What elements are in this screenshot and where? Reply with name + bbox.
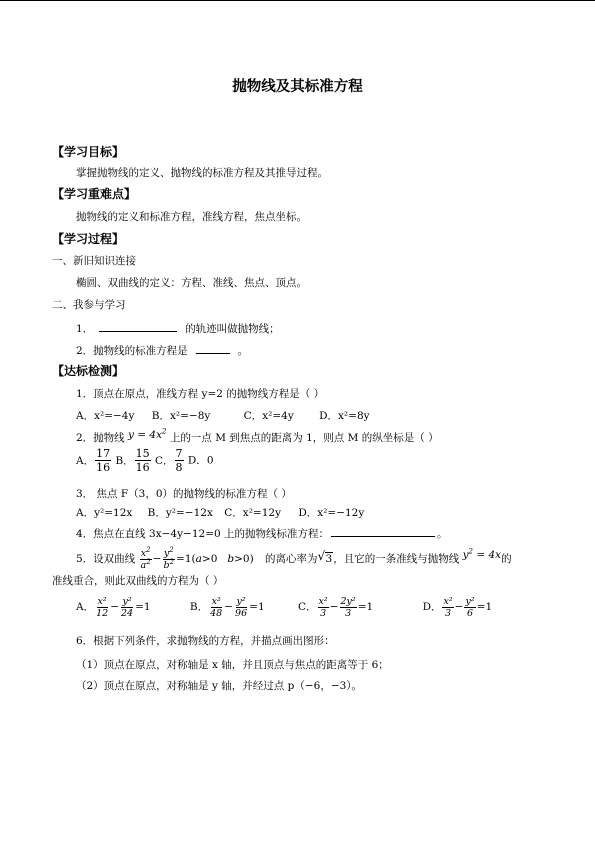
option-a[interactable]: A． $\frac{17}{16}$ — [76, 447, 111, 474]
section-two-question-1 — [76, 321, 280, 336]
fraction: $\frac{7}{8}$ — [175, 447, 183, 474]
option-b[interactable]: B． $\frac{\text{x²}}{48}$ − $\frac{\text{y²}}{96}$ =1 — [189, 595, 265, 619]
question-text: 的离心率为 — [265, 553, 318, 565]
option-a[interactable]: A． $\frac{\text{x²}}{12}$ − $\frac{\text{y²}}{24}$ =1 — [76, 595, 151, 619]
option-c[interactable]: C．x²=12y — [224, 507, 282, 519]
question-text: 5．设双曲线 — [76, 553, 136, 565]
question-text: 的 — [501, 553, 512, 565]
fraction: $\frac{15}{16}$ — [135, 447, 150, 474]
question-text: 的轨迹叫做抛物线； — [185, 323, 280, 335]
question-text: 4．焦点在直线 3x−4y−12=0 上的抛物线标准方程： — [76, 528, 330, 540]
fill-blank[interactable] — [196, 343, 230, 354]
question-3-options — [76, 506, 364, 520]
question-1: 1．顶点在原点，准线方程 y=2 的抛物线方程是（ ） — [76, 388, 325, 400]
question-5-continued: 准线重合，则此双曲线的方程为（ ） — [52, 575, 224, 587]
section-two-heading: 二、我参与学习 — [52, 299, 126, 311]
heading-learning-process: 【学习过程】 — [52, 232, 125, 246]
section-one-heading: 一、新旧知识连接 — [52, 255, 136, 267]
question-tail: 。 — [437, 528, 448, 540]
section-one-text: 椭圆、双曲线的定义：方程、准线、焦点、顶点。 — [76, 277, 307, 289]
question-5-options — [76, 594, 492, 620]
fraction: $\frac{17}{16}$ — [96, 447, 111, 474]
option-a[interactable]: A．y²=12x — [76, 507, 133, 519]
goal-text: 掌握抛物线的定义、抛物线的标准方程及其推导过程。 — [76, 167, 328, 179]
question-6-part-2: （2）顶点在原点，对称轴是 y 轴，并经过点 p（−6，−3）。 — [76, 680, 363, 692]
page-title: 抛物线及其标准方程 — [232, 79, 363, 95]
heading-check: 【达标检测】 — [52, 364, 125, 378]
section-two-question-2 — [76, 343, 248, 358]
option-c[interactable]: C．x²=4y — [243, 410, 294, 422]
question-1-options — [76, 409, 370, 423]
fill-blank[interactable] — [331, 526, 435, 537]
parabola-equation: $y^2 = 4x$ — [462, 547, 502, 561]
key-points-text: 抛物线的定义和标准方程，准线方程，焦点坐标。 — [76, 211, 307, 223]
question-2 — [76, 427, 439, 445]
question-3: 3． 焦点 F（3，0）的抛物线的标准方程（ ） — [76, 488, 292, 500]
question-5 — [76, 545, 512, 573]
option-d[interactable]: D．0 — [187, 454, 214, 467]
top-border-line — [0, 0, 595, 1]
question-text: 2．抛物线 — [76, 432, 125, 444]
question-text: ，且它的一条准线与抛物线 — [333, 553, 460, 565]
option-b[interactable]: B．y²=−12x — [147, 507, 213, 519]
question-2-options — [76, 447, 214, 474]
option-d[interactable]: D．x²=8y — [319, 410, 370, 422]
option-c[interactable]: C． $\frac{7}{8}$ — [155, 447, 183, 474]
fill-blank[interactable] — [99, 321, 177, 332]
heading-learning-goals: 【学习目标】 — [52, 145, 125, 159]
question-number: 1． — [76, 323, 94, 335]
option-d[interactable]: D． $\frac{\text{x²}}{3}$ − $\frac{\text{y²}}{6}$ =1 — [422, 595, 493, 619]
sqrt-three: √ 3 — [317, 549, 333, 565]
option-d[interactable]: D．x²=−12y — [298, 507, 365, 519]
option-a[interactable]: A．x²=−4y — [76, 410, 135, 422]
question-6-part-1: （1）顶点在原点，对称轴是 x 轴，并且顶点与焦点的距离等于 6； — [76, 659, 389, 671]
parabola-equation: $y = 4x^2$ — [128, 427, 167, 441]
heading-key-points: 【学习重难点】 — [52, 187, 137, 201]
question-tail: 。 — [237, 345, 249, 357]
question-text: 上的一点 M 到焦点的距离为 1，则点 M 的纵坐标是（ ） — [169, 432, 439, 444]
option-c[interactable]: C． $\frac{\text{x²}}{3}$ − $\frac{\text{2y²}}{3}$ =1 — [297, 595, 374, 619]
option-b[interactable]: B．x²=−8y — [151, 410, 211, 422]
question-6: 6．根据下列条件，求抛物线的方程，并描点画出图形： — [76, 635, 335, 647]
hyperbola-equation: $\frac{x^2}{a^2}$ − $\frac{y^2}{b^2}$ =1(a>0 b>0) — [140, 545, 254, 571]
option-b[interactable]: B． $\frac{15}{16}$ — [115, 447, 150, 474]
question-4 — [76, 526, 448, 541]
question-text: 2．抛物线的标准方程是 — [76, 345, 188, 357]
